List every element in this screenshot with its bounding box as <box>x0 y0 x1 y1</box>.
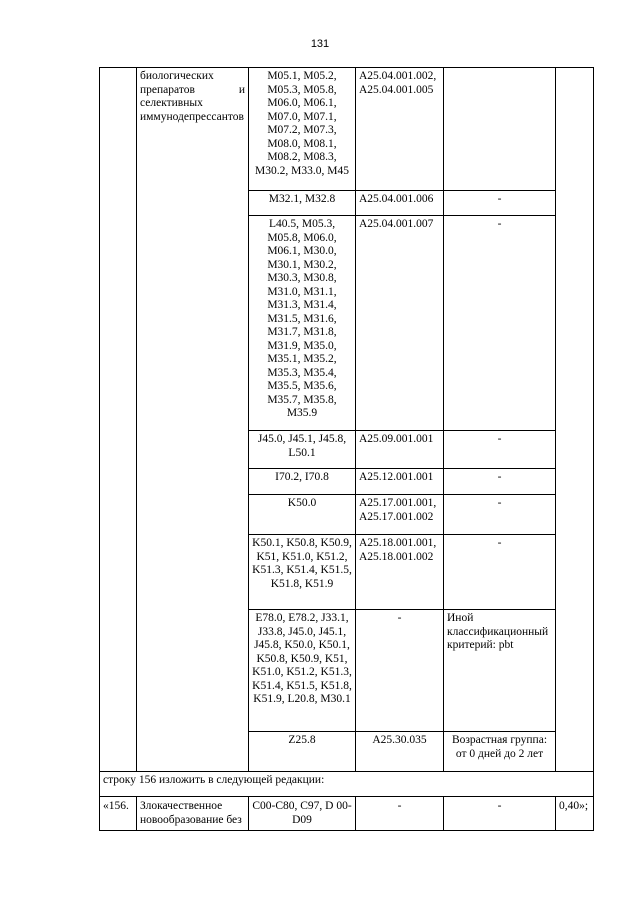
table-cell-coefficient <box>556 68 594 772</box>
tariff-table <box>99 67 594 831</box>
table-cell-services: A25.04.001.002, A25.04.001.005 <box>356 68 444 191</box>
table-cell-services: A25.30.035 <box>356 732 444 772</box>
table-cell-services: A25.04.001.007 <box>356 216 444 431</box>
page-number: 131 <box>310 38 330 50</box>
table-cell-criteria: - <box>444 191 556 216</box>
table-cell-criteria: Возрастная группа: от 0 дней до 2 лет <box>444 732 556 772</box>
row-156-codes: C00-C80, C97, D 00-D09 <box>249 797 356 831</box>
table-cell-services: A25.18.001.001, A25.18.001.002 <box>356 535 444 610</box>
row-156-coefficient: 0,40»; <box>556 797 594 831</box>
instruction-row <box>100 772 594 797</box>
instruction-text: строку 156 изложить в следующей редакции: <box>100 772 594 797</box>
row-156-name: Злокачественное новообразование без <box>137 797 249 831</box>
table-cell-services: A25.12.001.001 <box>356 469 444 495</box>
table-cell-criteria: - <box>444 495 556 535</box>
table-cell-criteria: - <box>444 535 556 610</box>
table-cell-services: A25.17.001.001, A25.17.001.002 <box>356 495 444 535</box>
table-row-156 <box>100 797 594 831</box>
table-cell-criteria: - <box>444 431 556 469</box>
table-cell-codes: M05.1, M05.2, M05.3, M05.8, M06.0, M06.1, M07.0, M07.1, M07.2, M07.3, M08.0, M08.1, M08.2, M08.3, M30.2, M33.0, M45 <box>249 68 356 191</box>
table-cell-codes: M32.1, M32.8 <box>249 191 356 216</box>
table-cell-codes: I70.2, I70.8 <box>249 469 356 495</box>
table-cell-criteria: Иной классификационный критерий: pbt <box>444 610 556 732</box>
table-cell-codes: Z25.8 <box>249 732 356 772</box>
table-cell-criteria <box>444 68 556 191</box>
table-cell-codes: E78.0, E78.2, J33.1, J33.8, J45.0, J45.1, J45.8, K50.0, K50.1, K50.8, K50.9, K51, K51.0, K51.2, K51.3, K51.4, K51.5, K51.8, K51.9, L20.8, M30.1 <box>249 610 356 732</box>
table-cell-codes: J45.0, J45.1, J45.8, L50.1 <box>249 431 356 469</box>
table-cell-codes: K50.1, K50.8, K50.9, K51, K51.0, K51.2, K51.3, K51.4, K51.5, K51.8, K51.9 <box>249 535 356 610</box>
row-156-services: - <box>356 797 444 831</box>
table-cell-criteria: - <box>444 216 556 431</box>
row-156-number: «156. <box>100 797 137 831</box>
table-cell-services: - <box>356 610 444 732</box>
table-cell-services: A25.09.001.001 <box>356 431 444 469</box>
table-cell-number <box>100 68 137 772</box>
table-cell-criteria: - <box>444 469 556 495</box>
group-label-cell: биологических препаратов и селективных иммунодепрессантов <box>137 68 249 772</box>
row-156-criteria: - <box>444 797 556 831</box>
table-cell-codes: L40.5, M05.3, M05.8, M06.0, M06.1, M30.0, M30.1, M30.2, M30.3, M30.8, M31.0, M31.1, M31.3, M31.4, M31.5, M31.6, M31.7, M31.8, M31.9, M35.0, M35.1, M35.2, M35.3, M35.4, M35.5, M35.6, M35.7, M35.8, M35.9 <box>249 216 356 431</box>
table-cell-services: A25.04.001.006 <box>356 191 444 216</box>
table-row <box>100 68 594 191</box>
table-cell-codes: K50.0 <box>249 495 356 535</box>
